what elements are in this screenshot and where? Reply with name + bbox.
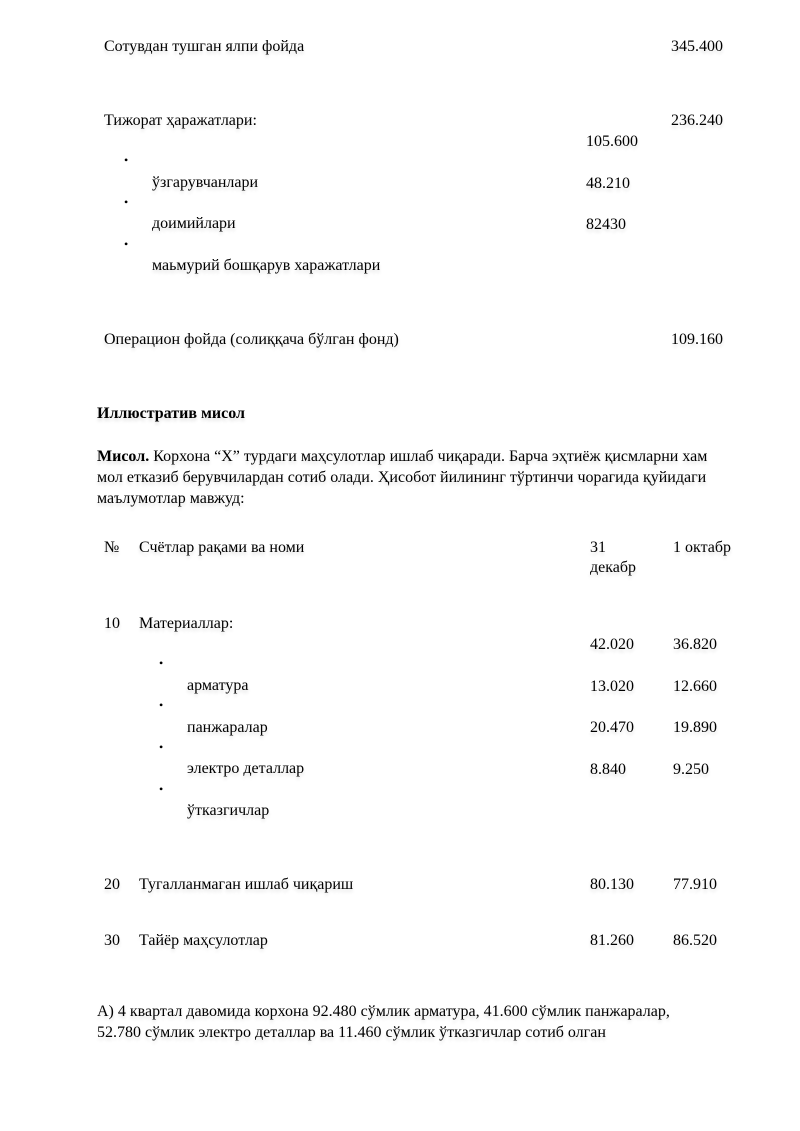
material-label: электро деталлар [187,760,305,777]
material-dec-value: 13.020 [590,678,634,695]
materials-number: 10 [104,615,120,632]
bullet-icon: • [159,656,164,670]
finished-oct-value: 86.520 [673,932,717,949]
table-header-dec: 31 декабр [590,539,637,576]
material-oct-value: 19.890 [673,719,717,736]
table-header-oct: 1 октабр [673,539,731,556]
material-dec-value: 8.840 [590,761,626,778]
commercial-expenses-total: 236.240 [671,112,723,129]
commercial-item-value: 48.210 [586,175,630,192]
wip-label: Тугалланмаган ишлаб чиқариш [139,876,354,893]
note-a-paragraph: А) 4 квартал давомида корхона 92.480 сўмлик арматура, 41.600 сўмлик панжаралар, 52.780 сўмлик электро деталлар ва 11.460 сўмлик ўтказгичлар сотиб олган [97,1003,670,1041]
wip-dec-value: 80.130 [590,876,634,893]
material-label: панжаралар [187,719,268,736]
commercial-expenses-label: Тижорат ҳаражатлари: [104,112,257,129]
section-heading: Иллюстратив мисол [97,405,245,422]
materials-label: Материаллар: [139,615,234,632]
table-header-number: № [104,539,120,556]
bullet-icon: • [124,237,129,251]
table-header-name: Счётлар рақами ва номи [139,539,305,556]
finished-label: Тайёр маҳсулотлар [139,932,268,949]
example-text: Корхона “X” турдаги маҳсулотлар ишлаб чиқаради. Барча эҳтиёж қисмларни хам мол етказиб берувчилардан сотиб олади. Ҳисобот йилининг тўртинчи чорагида қуйидаги маълумотлар мавжуд: [97,448,708,507]
commercial-item-label: доимийлари [152,215,236,232]
finished-number: 30 [104,932,120,949]
example-lead: Мисол. [97,448,150,465]
commercial-item-label: маьмурий бошқарув харажатлари [152,257,381,274]
material-label: ўтказгичлар [187,802,270,819]
commercial-item-value: 105.600 [586,133,638,150]
finished-dec-value: 81.260 [590,932,634,949]
bullet-icon: • [159,740,164,754]
commercial-item-value: 82430 [586,216,626,233]
operating-profit-value: 109.160 [671,331,723,348]
material-dec-value: 42.020 [590,636,634,653]
bullet-icon: • [124,195,129,209]
example-paragraph [97,446,737,509]
gross-profit-label: Сотувдан тушган ялпи фойда [104,38,305,55]
material-dec-value: 20.470 [590,719,634,736]
material-label: арматура [187,677,249,694]
bullet-icon: • [124,153,129,167]
wip-number: 20 [104,876,120,893]
bullet-icon: • [159,698,164,712]
bullet-icon: • [159,782,164,796]
material-oct-value: 12.660 [673,678,717,695]
wip-oct-value: 77.910 [673,876,717,893]
commercial-item-label: ўзгарувчанлари [152,174,259,191]
gross-profit-value: 345.400 [671,38,723,55]
material-oct-value: 36.820 [673,636,717,653]
operating-profit-label: Операцион фойда (солиққача бўлган фонд) [104,331,399,348]
material-oct-value: 9.250 [673,761,709,778]
